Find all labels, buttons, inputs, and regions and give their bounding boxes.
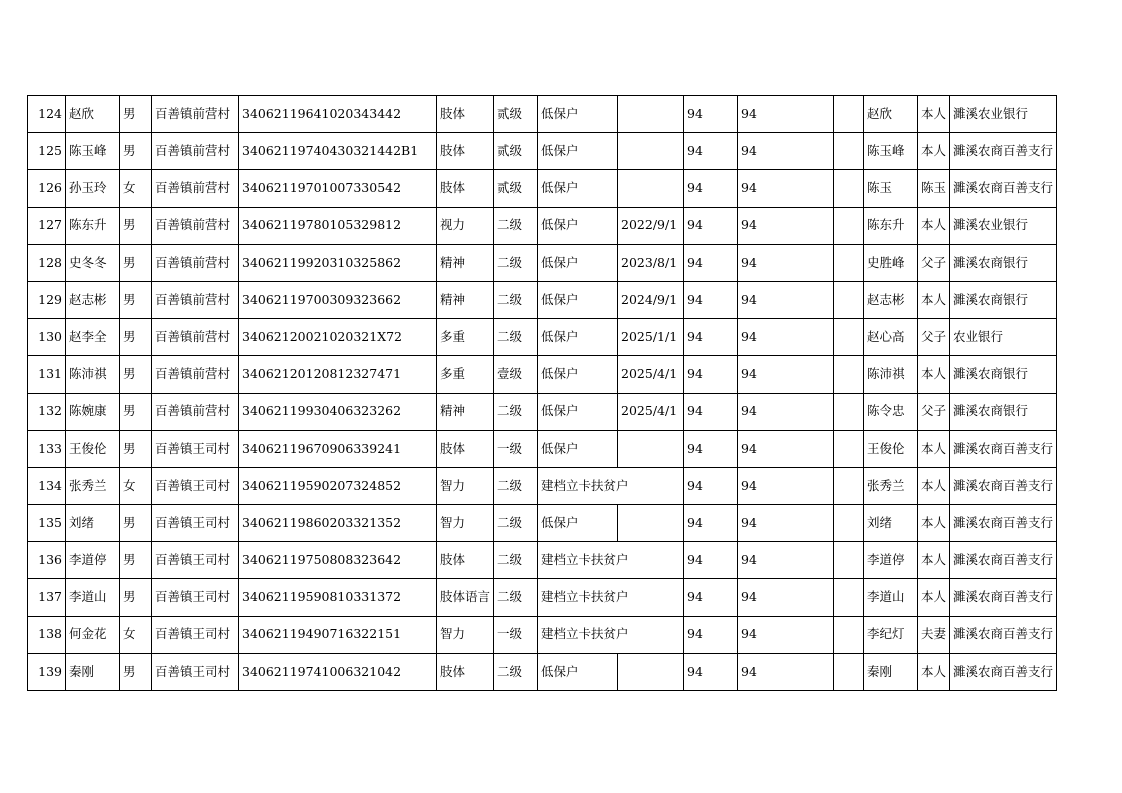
gender-cell: 男 [120,393,152,430]
disability-type-cell: 多重 [437,319,494,356]
bank-cell: 濉溪农商百善支行 [950,133,1057,170]
id-number-cell: 34062120021020321X72 [239,319,437,356]
relation-cell: 父子 [918,244,950,281]
table-row [28,467,1057,504]
table-row [28,393,1057,430]
id-number-cell: 34062119930406323262 [239,393,437,430]
amount-cell: 94 [684,96,738,133]
disability-type-cell: 精神 [437,393,494,430]
bank-cell: 濉溪农商百善支行 [950,467,1057,504]
category-cell: 建档立卡扶贫户 [538,542,684,579]
payee-cell: 张秀兰 [864,467,918,504]
row-number: 134 [28,467,66,504]
payee-cell: 赵心高 [864,319,918,356]
amount2-cell: 94 [738,616,834,653]
id-number-cell: 34062119920310325862 [239,244,437,281]
category-cell: 建档立卡扶贫户 [538,616,684,653]
table-row [28,133,1057,170]
gender-cell: 女 [120,616,152,653]
blank-cell [834,207,864,244]
disability-level-cell: 二级 [494,207,538,244]
relation-cell: 本人 [918,96,950,133]
name-cell: 王俊伦 [66,430,120,467]
date-cell: 2023/8/1 [618,244,684,281]
amount2-cell: 94 [738,430,834,467]
blank-cell [834,244,864,281]
gender-cell: 男 [120,430,152,467]
id-number-cell: 3406211970100733054​2 [239,170,437,207]
date-cell [618,133,684,170]
amount-cell: 94 [684,393,738,430]
disability-type-cell: 肢体 [437,430,494,467]
payee-cell: 史胜峰 [864,244,918,281]
blank-cell [834,356,864,393]
row-number: 127 [28,207,66,244]
relation-cell: 父子 [918,319,950,356]
bank-cell: 濉溪农商百善支行 [950,170,1057,207]
category-cell: 低保户 [538,133,618,170]
gender-cell: 男 [120,133,152,170]
amount2-cell: 94 [738,281,834,318]
gender-cell: 女 [120,170,152,207]
amount2-cell: 94 [738,356,834,393]
address-cell: 百善镇前营村 [152,170,239,207]
relation-cell: 本人 [918,430,950,467]
row-number: 138 [28,616,66,653]
disability-type-cell: 智力 [437,467,494,504]
id-number-cell: 34062119780105329812 [239,207,437,244]
name-cell: 刘绪 [66,505,120,542]
payee-cell: 陈玉峰 [864,133,918,170]
amount2-cell: 94 [738,542,834,579]
data-table [27,95,1057,691]
row-number: 125 [28,133,66,170]
date-cell: 2025/1/1 [618,319,684,356]
bank-cell: 濉溪农商银行 [950,393,1057,430]
row-number: 136 [28,542,66,579]
payee-cell: 陈玉 [864,170,918,207]
category-cell: 低保户 [538,319,618,356]
relation-cell: 本人 [918,653,950,690]
disability-type-cell: 肢体 [437,133,494,170]
name-cell: 何金花 [66,616,120,653]
address-cell: 百善镇王司村 [152,579,239,616]
bank-cell: 濉溪农业银行 [950,207,1057,244]
id-number-cell: 3406211974043032144​2B1 [239,133,437,170]
name-cell: 李道停 [66,542,120,579]
gender-cell: 男 [120,319,152,356]
blank-cell [834,542,864,579]
relation-cell: 本人 [918,579,950,616]
relation-cell: 夫妻 [918,616,950,653]
disability-level-cell: 二级 [494,542,538,579]
row-number: 132 [28,393,66,430]
disability-level-cell: 贰级 [494,170,538,207]
disability-type-cell: 多重 [437,356,494,393]
date-cell [618,653,684,690]
bank-cell: 濉溪农商百善支行 [950,653,1057,690]
row-number: 135 [28,505,66,542]
category-cell: 低保户 [538,207,618,244]
name-cell: 孙玉玲 [66,170,120,207]
amount-cell: 94 [684,653,738,690]
blank-cell [834,579,864,616]
disability-type-cell: 智力 [437,616,494,653]
gender-cell: 男 [120,542,152,579]
id-number-cell: 34062119750808323642 [239,542,437,579]
category-cell: 建档立卡扶贫户 [538,467,684,504]
bank-cell: 濉溪农商百善支行 [950,542,1057,579]
disability-type-cell: 肢体语言 [437,579,494,616]
payee-cell: 李道山 [864,579,918,616]
disability-type-cell: 肢体 [437,96,494,133]
id-number-cell: 34062119741006321042 [239,653,437,690]
amount2-cell: 94 [738,467,834,504]
relation-cell: 本人 [918,207,950,244]
gender-cell: 男 [120,281,152,318]
address-cell: 百善镇前营村 [152,356,239,393]
bank-cell: 濉溪农商银行 [950,281,1057,318]
address-cell: 百善镇王司村 [152,616,239,653]
category-cell: 低保户 [538,170,618,207]
payee-cell: 秦刚 [864,653,918,690]
address-cell: 百善镇前营村 [152,244,239,281]
table-row [28,616,1057,653]
name-cell: 赵李全 [66,319,120,356]
amount2-cell: 94 [738,207,834,244]
disability-level-cell: 贰级 [494,133,538,170]
payee-cell: 李道停 [864,542,918,579]
row-number: 130 [28,319,66,356]
gender-cell: 男 [120,505,152,542]
name-cell: 陈东升 [66,207,120,244]
category-cell: 低保户 [538,281,618,318]
blank-cell [834,393,864,430]
address-cell: 百善镇王司村 [152,430,239,467]
gender-cell: 男 [120,96,152,133]
category-cell: 低保户 [538,505,618,542]
category-cell: 低保户 [538,430,618,467]
table-row [28,542,1057,579]
date-cell: 2025/4/1 [618,356,684,393]
table-row [28,170,1057,207]
category-cell: 低保户 [538,96,618,133]
relation-cell: 本人 [918,281,950,318]
address-cell: 百善镇前营村 [152,319,239,356]
amount2-cell: 94 [738,244,834,281]
address-cell: 百善镇王司村 [152,653,239,690]
disability-level-cell: 壹级 [494,356,538,393]
amount2-cell: 94 [738,393,834,430]
address-cell: 百善镇王司村 [152,467,239,504]
name-cell: 李道山 [66,579,120,616]
relation-cell: 父子 [918,393,950,430]
gender-cell: 男 [120,207,152,244]
amount2-cell: 94 [738,133,834,170]
amount-cell: 94 [684,430,738,467]
blank-cell [834,467,864,504]
gender-cell: 男 [120,653,152,690]
gender-cell: 女 [120,467,152,504]
name-cell: 张秀兰 [66,467,120,504]
table-row [28,356,1057,393]
name-cell: 赵欣 [66,96,120,133]
amount2-cell: 94 [738,96,834,133]
table-row [28,319,1057,356]
id-number-cell: 34062119860203321352 [239,505,437,542]
id-number-cell: 34062120120812327471 [239,356,437,393]
payee-cell: 李纪灯 [864,616,918,653]
bank-cell: 濉溪农商百善支行 [950,505,1057,542]
disability-level-cell: 二级 [494,281,538,318]
blank-cell [834,505,864,542]
row-number: 139 [28,653,66,690]
relation-cell: 本人 [918,467,950,504]
gender-cell: 男 [120,579,152,616]
amount-cell: 94 [684,133,738,170]
disability-level-cell: 二级 [494,467,538,504]
name-cell: 陈沛祺 [66,356,120,393]
category-cell: 建档立卡扶贫户 [538,579,684,616]
relation-cell: 本人 [918,542,950,579]
address-cell: 百善镇王司村 [152,542,239,579]
disability-level-cell: 二级 [494,579,538,616]
id-number-cell: 34062119590207324852 [239,467,437,504]
bank-cell: 濉溪农商银行 [950,244,1057,281]
relation-cell: 本人 [918,133,950,170]
id-number-cell: 34062119700309323662 [239,281,437,318]
disability-type-cell: 肢体 [437,542,494,579]
relation-cell: 本人 [918,505,950,542]
name-cell: 史冬冬 [66,244,120,281]
bank-cell: 濉溪农商银行 [950,356,1057,393]
address-cell: 百善镇前营村 [152,281,239,318]
category-cell: 低保户 [538,653,618,690]
disability-type-cell: 精神 [437,281,494,318]
payee-cell: 陈东升 [864,207,918,244]
name-cell: 陈婉康 [66,393,120,430]
disability-level-cell: 贰级 [494,96,538,133]
id-number-cell: 34062119641020343442 [239,96,437,133]
bank-cell: 濉溪农商百善支行 [950,616,1057,653]
gender-cell: 男 [120,356,152,393]
disability-level-cell: 一级 [494,430,538,467]
amount-cell: 94 [684,579,738,616]
address-cell: 百善镇前营村 [152,96,239,133]
id-number-cell: 34062119590810331372 [239,579,437,616]
gender-cell: 男 [120,244,152,281]
category-cell: 低保户 [538,356,618,393]
payee-cell: 赵志彬 [864,281,918,318]
address-cell: 百善镇前营村 [152,393,239,430]
blank-cell [834,281,864,318]
amount-cell: 94 [684,319,738,356]
category-cell: 低保户 [538,393,618,430]
bank-cell: 濉溪农业银行 [950,96,1057,133]
bank-cell: 濉溪农商百善支行 [950,430,1057,467]
disability-type-cell: 肢体 [437,653,494,690]
amount2-cell: 94 [738,319,834,356]
address-cell: 百善镇前营村 [152,207,239,244]
disability-level-cell: 一级 [494,616,538,653]
blank-cell [834,653,864,690]
category-cell: 低保户 [538,244,618,281]
name-cell: 赵志彬 [66,281,120,318]
row-number: 133 [28,430,66,467]
amount-cell: 94 [684,207,738,244]
id-number-cell: 34062119670906339241 [239,430,437,467]
table-row [28,505,1057,542]
amount-cell: 94 [684,244,738,281]
date-cell: 2024/9/1 [618,281,684,318]
bank-cell: 濉溪农商百善支行 [950,579,1057,616]
table-row [28,653,1057,690]
amount2-cell: 94 [738,579,834,616]
name-cell: 陈玉峰 [66,133,120,170]
payee-cell: 赵欣 [864,96,918,133]
disability-level-cell: 二级 [494,244,538,281]
amount2-cell: 94 [738,653,834,690]
table-row [28,281,1057,318]
date-cell [618,96,684,133]
date-cell [618,170,684,207]
table-row [28,96,1057,133]
id-number-cell: 34062119490716322151 [239,616,437,653]
bank-cell: 农业银行 [950,319,1057,356]
amount-cell: 94 [684,505,738,542]
amount2-cell: 94 [738,170,834,207]
disability-level-cell: 二级 [494,653,538,690]
blank-cell [834,170,864,207]
disability-type-cell: 视力 [437,207,494,244]
payee-cell: 刘绪 [864,505,918,542]
row-number: 129 [28,281,66,318]
row-number: 137 [28,579,66,616]
row-number: 124 [28,96,66,133]
amount-cell: 94 [684,356,738,393]
disability-type-cell: 精神 [437,244,494,281]
payee-cell: 陈沛祺 [864,356,918,393]
amount-cell: 94 [684,170,738,207]
row-number: 128 [28,244,66,281]
date-cell: 2025/4/1 [618,393,684,430]
table-row [28,244,1057,281]
amount-cell: 94 [684,542,738,579]
blank-cell [834,616,864,653]
amount-cell: 94 [684,616,738,653]
address-cell: 百善镇王司村 [152,505,239,542]
blank-cell [834,133,864,170]
payee-cell: 王俊伦 [864,430,918,467]
amount2-cell: 94 [738,505,834,542]
table-row [28,207,1057,244]
disability-type-cell: 智力 [437,505,494,542]
date-cell [618,505,684,542]
table-row [28,430,1057,467]
disability-level-cell: 二级 [494,505,538,542]
disability-level-cell: 二级 [494,393,538,430]
date-cell: 2022/9/1 [618,207,684,244]
row-number: 126 [28,170,66,207]
relation-cell: 本人 [918,356,950,393]
blank-cell [834,430,864,467]
date-cell [618,430,684,467]
amount-cell: 94 [684,467,738,504]
address-cell: 百善镇前营村 [152,133,239,170]
blank-cell [834,96,864,133]
payee-cell: 陈令忠 [864,393,918,430]
blank-cell [834,319,864,356]
relation-cell: 陈玉 [918,170,950,207]
name-cell: 秦刚 [66,653,120,690]
table-row [28,579,1057,616]
row-number: 131 [28,356,66,393]
amount-cell: 94 [684,281,738,318]
disability-type-cell: 肢体 [437,170,494,207]
disability-level-cell: 二级 [494,319,538,356]
table-body [28,96,1057,691]
